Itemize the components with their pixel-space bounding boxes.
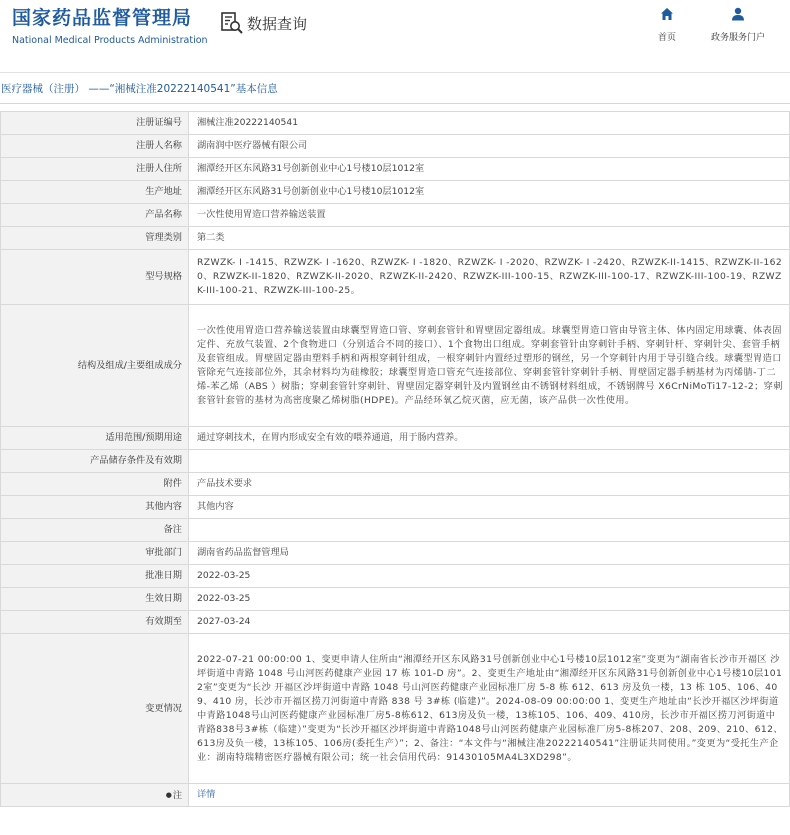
field-value-text: 2022-03-25 [197,593,251,604]
table-row [1,135,790,158]
field-value [189,565,790,588]
field-label-text: 产品储存条件及有效期 [90,455,182,466]
field-value-text: 2027-03-24 [197,616,251,627]
field-value [189,496,790,519]
table-row [1,496,790,519]
table-row [1,473,790,496]
table-row [1,450,790,473]
field-label-text: 注册人名称 [136,140,182,151]
field-label [1,204,189,227]
field-value [189,250,790,305]
table-row [1,565,790,588]
field-label-text: 注册证编号 [136,117,182,128]
field-value [189,542,790,565]
field-value-text: 一次性使用胃造口营养输送装置由球囊型胃造口管、穿刺套管针和胃壁固定器组成。球囊型胃造口管由导管主体、体内固定用球囊、体表固定件、充放气装置、2个食物进口（分别适合不同的接口）、1个食物出口组成。穿刺套管针由穿刺针手柄、穿刺针杆、穿刺针尖、套管手柄及套管组成。胃壁固定器由塑料手柄和两根穿刺针组成，一根穿刺针内置经过塑形的钢丝，另一个穿刺针内用于导引缝合线。球囊型胃造口管除充气连接部位外，其余材料均为硅橡胶；球囊型胃造口管充气连接部位、穿刺套管针穿刺针手柄、胃壁固定器手柄基材为丙烯腈-丁二烯-苯乙烯（ABS ）树脂；穿刺套管针穿刺针、胃壁固定器穿刺针及内置钢丝由不锈钢材料组成，不锈钢牌号 X6CrNiMoTi17-12-2；穿刺套管针套管的基材为高密度聚乙烯树脂(HDPE)。产品经环氧乙烷灭菌，应无菌，该产品供一次性使用。 [197,324,783,406]
field-label-text: 其他内容 [145,501,182,512]
brand-logo[interactable] [12,7,208,47]
brand-name-en: National Medical Products Administration [12,35,208,46]
field-value [189,112,790,135]
table-row [1,588,790,611]
field-value [189,519,790,542]
table-row [1,158,790,181]
nav-gov-service-label: 政务服务门户 [710,33,765,43]
details-link[interactable] [189,784,790,807]
field-value-text: 湖南省药品监督管理局 [197,547,289,558]
table-row [1,204,790,227]
table-row [1,611,790,634]
field-label-text: 附件 [163,478,182,489]
field-value [189,473,790,496]
user-icon [704,6,772,25]
field-value [189,158,790,181]
field-label [1,227,189,250]
table-row [1,634,790,784]
field-label-text: 产品名称 [145,209,182,220]
field-label-text: 生产地址 [145,186,182,197]
field-label [1,496,189,519]
field-value-text: 一次性使用胃造口营养输送装置 [197,209,326,220]
field-label [1,450,189,473]
header [0,0,790,72]
note-dot-icon: ● [165,790,172,799]
field-label [1,427,189,450]
field-label-text: 有效期至 [145,616,182,627]
nav-gov-service-portal[interactable] [704,6,772,43]
field-label-text: 适用范围/预期用途 [105,432,182,443]
table-row [1,784,790,807]
nav-home[interactable] [652,6,682,43]
field-value-text: 湘潭经开区东风路31号创新创业中心1号楼10层1012室 [197,186,425,197]
nav-home-label: 首页 [657,33,676,43]
table-row [1,181,790,204]
field-label [1,135,189,158]
field-value [189,588,790,611]
field-value-text: 其他内容 [197,501,234,512]
field-value [189,227,790,250]
field-label-text: 变更情况 [145,702,182,714]
field-label-text: 型号规格 [145,271,182,282]
data-query-title [220,11,307,35]
table-row [1,305,790,427]
field-value [189,181,790,204]
field-value-text: RZWZK- I -1415、RZWZK- I -1620、RZWZK- I -1820、RZWZK- I -2020、RZWZK- I -2420、RZWZK-II-1415、RZWZK-II-1620、RZWZK-II-1820、RZWZK-II-2020、RZWZK-II-2420、RZWZK-III-100-15、RZWZK-III-100-17、RZWZK-III-100-19、RZWZK-III-100-21、RZWZK-III-100-25。 [197,257,783,296]
field-value [189,427,790,450]
field-label-text: 审批部门 [145,547,182,558]
field-label [1,634,189,784]
field-value-text: 湘潭经开区东风路31号创新创业中心1号楼10层1012室 [197,163,425,174]
field-label [1,611,189,634]
field-value [189,611,790,634]
brand-name-cn: 国家药品监督管理局 [12,7,193,29]
field-value [189,135,790,158]
field-value-text: 2022-03-25 [197,570,251,581]
field-label-text: 注 [172,789,182,801]
field-label [1,519,189,542]
field-label-text: 批准日期 [145,570,182,581]
field-label [1,112,189,135]
detail-table [0,111,790,807]
field-value [189,450,790,473]
document-search-icon [220,11,244,35]
field-label [1,542,189,565]
field-label [1,473,189,496]
field-label [1,305,189,427]
field-value-text: 第二类 [197,232,225,243]
field-value [189,305,790,427]
field-label [1,250,189,305]
field-label-text: 管理类别 [145,232,182,243]
field-label [1,181,189,204]
field-label-text: 生效日期 [145,593,182,604]
table-row [1,519,790,542]
field-value-text: 2022-07-21 00:00:00 1、变更申请人住所由“湘潭经开区东风路31号创新创业中心1号楼10层1012室”变更为“湖南省长沙市开福区 沙坪街道中青路 1048 号山河医药健康产业园 17 栋 101-D 房”。2、变更生产地址由“湘潭经开区东风路31号创新创业中心1号楼10层1012室”变更为“长沙 开福区沙坪街道中青路 1048 号山河医药健康产业园标准厂房 5-8 栋 612、613 房及负一楼，13 栋 105、106、409、410 房，长沙市开福区捞刀河街道中青路 838 号 3#栋 (临建)”。2024-08-09 00:00:00 1、变更生产地址由“长沙开福区沙坪街道中青路1048号山河医药健康产业园标准厂房5-8栋612、613房及负一楼，13栋105、106、409、410房，长沙市开福区捞刀河街道中青路838号3#栋（临建）”变更为“长沙开福区沙坪街道中青路1048号山河医药健康产业园标准厂房5-8栋207、208、209、210、612、613房及负一楼，13栋105、106房(委托生产）”；2、备注：“本文件与“湘械注准20222140541”注册证共同使用。”变更为“受托生产企业：湖南特瑞精密医疗器械有限公司；统一社会信用代码：91430105MA4L3XD298”。 [197,653,783,763]
table-row [1,250,790,305]
header-divider [0,72,790,73]
home-icon [652,6,682,25]
field-label-text: 备注 [163,524,182,535]
field-label-text: 注册人住所 [136,163,182,174]
details-link-text[interactable]: 详情 [197,789,216,800]
data-query-label: 数据查询 [247,14,308,33]
field-value-text: 湘械注准20222140541 [197,117,299,128]
table-row [1,542,790,565]
field-label [1,158,189,181]
table-row [1,112,790,135]
field-label-text: 结构及组成/主要组成成分 [77,359,182,371]
breadcrumb: 医疗器械（注册） ——“湘械注准20222140541”基本信息 [0,78,790,104]
field-value [189,634,790,784]
field-label [1,784,189,807]
field-value [189,204,790,227]
table-row [1,227,790,250]
field-value-text: 产品技术要求 [197,478,253,489]
field-label [1,565,189,588]
field-value-text: 湖南润中医疗器械有限公司 [197,140,308,151]
table-row [1,427,790,450]
field-value-text: 通过穿刺技术，在胃内形成安全有效的喂养通道，用于肠内营养。 [197,432,464,443]
field-label [1,588,189,611]
